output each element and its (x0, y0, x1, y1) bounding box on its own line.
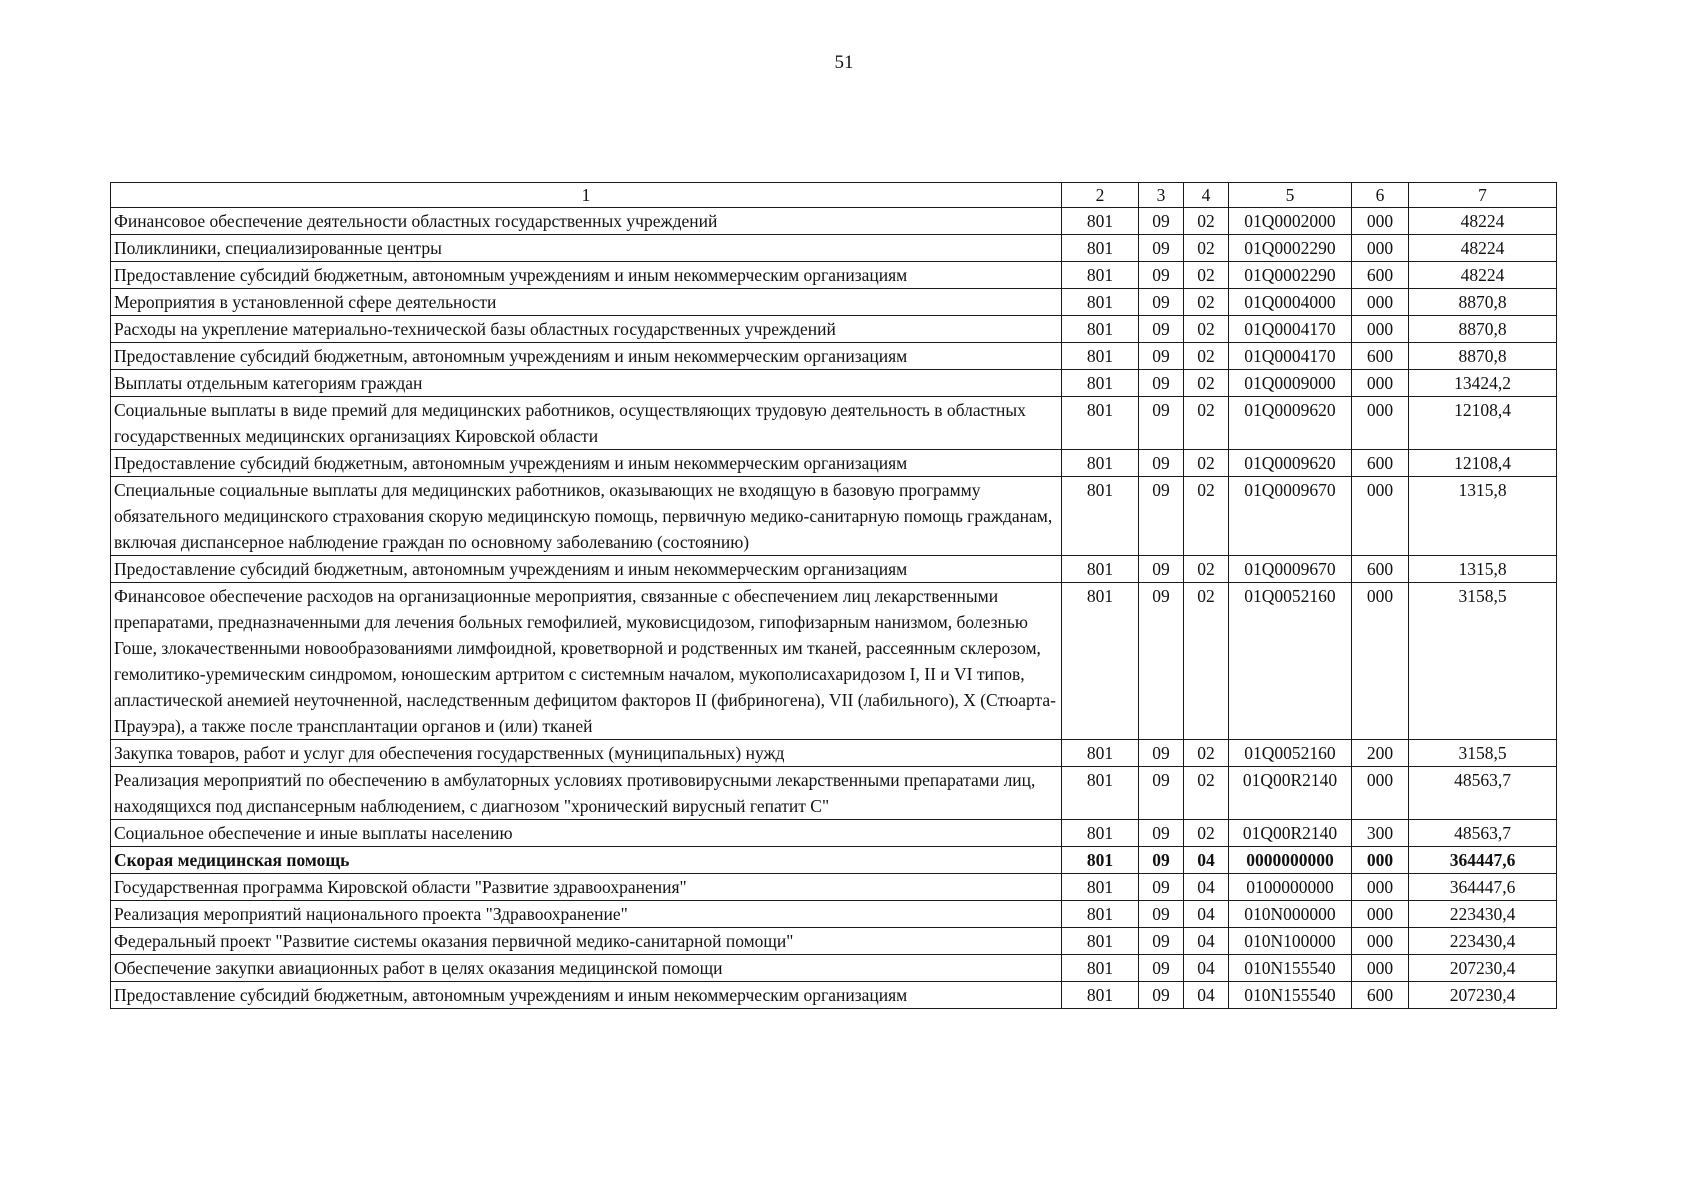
subsection-code: 04 (1184, 874, 1229, 901)
expense-type-code: 000 (1352, 767, 1409, 820)
amount: 223430,4 (1409, 928, 1557, 955)
amount: 48563,7 (1409, 767, 1557, 820)
target-article-code: 01Q0002290 (1229, 262, 1352, 289)
subsection-code: 04 (1184, 982, 1229, 1009)
table-row (111, 874, 1557, 901)
section-code: 09 (1139, 208, 1184, 235)
table-row (111, 556, 1557, 583)
amount: 223430,4 (1409, 901, 1557, 928)
section-code: 09 (1139, 556, 1184, 583)
table-row (111, 262, 1557, 289)
amount: 207230,4 (1409, 982, 1557, 1009)
subsection-code: 02 (1184, 235, 1229, 262)
expense-type-code: 000 (1352, 477, 1409, 556)
expense-type-code: 000 (1352, 316, 1409, 343)
table-row (111, 928, 1557, 955)
budget-table (110, 182, 1557, 1009)
target-article-code: 010N100000 (1229, 928, 1352, 955)
column-number-4: 4 (1184, 183, 1229, 208)
row-name: Социальное обеспечение и иные выплаты населению (111, 820, 1062, 847)
expense-type-code: 000 (1352, 208, 1409, 235)
row-name: Реализация мероприятий национального проекта "Здравоохранение" (111, 901, 1062, 928)
section-code: 09 (1139, 235, 1184, 262)
section-code: 09 (1139, 262, 1184, 289)
table-row (111, 583, 1557, 740)
column-number-1: 1 (111, 183, 1062, 208)
expense-type-code: 600 (1352, 450, 1409, 477)
target-article-code: 01Q0002290 (1229, 235, 1352, 262)
amount: 48224 (1409, 208, 1557, 235)
ministry-code: 801 (1062, 901, 1139, 928)
subsection-code: 04 (1184, 901, 1229, 928)
column-number-6: 6 (1352, 183, 1409, 208)
subsection-code: 02 (1184, 289, 1229, 316)
ministry-code: 801 (1062, 847, 1139, 874)
expense-type-code: 000 (1352, 928, 1409, 955)
row-name: Поликлиники, специализированные центры (111, 235, 1062, 262)
section-code: 09 (1139, 820, 1184, 847)
expense-type-code: 000 (1352, 901, 1409, 928)
section-code: 09 (1139, 955, 1184, 982)
target-article-code: 01Q0009670 (1229, 556, 1352, 583)
page-number: 51 (834, 52, 854, 73)
target-article-code: 01Q0009620 (1229, 450, 1352, 477)
section-code: 09 (1139, 740, 1184, 767)
target-article-code: 010N000000 (1229, 901, 1352, 928)
target-article-code: 01Q0009670 (1229, 477, 1352, 556)
column-number-5: 5 (1229, 183, 1352, 208)
amount: 8870,8 (1409, 343, 1557, 370)
subsection-code: 02 (1184, 820, 1229, 847)
table-row (111, 397, 1557, 450)
table-row (111, 208, 1557, 235)
target-article-code: 01Q0052160 (1229, 740, 1352, 767)
amount: 3158,5 (1409, 740, 1557, 767)
target-article-code: 010N155540 (1229, 955, 1352, 982)
ministry-code: 801 (1062, 235, 1139, 262)
subsection-code: 02 (1184, 262, 1229, 289)
row-name: Финансовое обеспечение деятельности областных государственных учреждений (111, 208, 1062, 235)
section-code: 09 (1139, 982, 1184, 1009)
subsection-code: 02 (1184, 477, 1229, 556)
subsection-code: 02 (1184, 316, 1229, 343)
section-code: 09 (1139, 343, 1184, 370)
expense-type-code: 000 (1352, 874, 1409, 901)
table-row (111, 343, 1557, 370)
row-name: Обеспечение закупки авиационных работ в целях оказания медицинской помощи (111, 955, 1062, 982)
expense-type-code: 000 (1352, 955, 1409, 982)
amount: 207230,4 (1409, 955, 1557, 982)
column-number-7: 7 (1409, 183, 1557, 208)
row-name: Финансовое обеспечение расходов на организационные мероприятия, связанные с обеспечением лиц лекарственными препаратами, предназначенными для лечения больных гемофилией, муковисцидозом, гипофизарным нанизмом, болезнью Гоше, злокачественными новообразованиями лимфоидной, кроветворной и родственных им тканей, рассеянным склерозом, гемолитико-уремическим синдромом, юношеским артритом с системным началом, мукополисахаридозом I, II и VI типов, апластической анемией неуточненной, наследственным дефицитом факторов II (фибриногена), VII (лабильного), X (Стюарта-Прауэра), а также после трансплантации органов и (или) тканей (111, 583, 1062, 740)
table-row (111, 955, 1557, 982)
row-name: Реализация мероприятий по обеспечению в амбулаторных условиях противовирусными лекарственными препаратами лиц, находящихся под диспансерным наблюдением, с диагнозом "хронический вирусный гепатит С" (111, 767, 1062, 820)
ministry-code: 801 (1062, 289, 1139, 316)
expense-type-code: 000 (1352, 235, 1409, 262)
row-name: Предоставление субсидий бюджетным, автономным учреждениям и иным некоммерческим организациям (111, 343, 1062, 370)
section-code: 09 (1139, 289, 1184, 316)
table-row (111, 767, 1557, 820)
subsection-code: 02 (1184, 556, 1229, 583)
subsection-code: 02 (1184, 370, 1229, 397)
row-name: Закупка товаров, работ и услуг для обеспечения государственных (муниципальных) нужд (111, 740, 1062, 767)
ministry-code: 801 (1062, 820, 1139, 847)
ministry-code: 801 (1062, 767, 1139, 820)
row-name: Мероприятия в установленной сфере деятельности (111, 289, 1062, 316)
ministry-code: 801 (1062, 450, 1139, 477)
section-code: 09 (1139, 874, 1184, 901)
target-article-code: 01Q00R2140 (1229, 767, 1352, 820)
amount: 8870,8 (1409, 316, 1557, 343)
amount: 1315,8 (1409, 556, 1557, 583)
amount: 12108,4 (1409, 450, 1557, 477)
ministry-code: 801 (1062, 982, 1139, 1009)
table-row (111, 820, 1557, 847)
subsection-code: 02 (1184, 450, 1229, 477)
column-number-2: 2 (1062, 183, 1139, 208)
subsection-code: 02 (1184, 583, 1229, 740)
ministry-code: 801 (1062, 370, 1139, 397)
target-article-code: 01Q0052160 (1229, 583, 1352, 740)
section-code: 09 (1139, 767, 1184, 820)
row-name: Предоставление субсидий бюджетным, автономным учреждениям и иным некоммерческим организациям (111, 556, 1062, 583)
expense-type-code: 600 (1352, 556, 1409, 583)
amount: 8870,8 (1409, 289, 1557, 316)
section-code: 09 (1139, 583, 1184, 740)
ministry-code: 801 (1062, 316, 1139, 343)
ministry-code: 801 (1062, 208, 1139, 235)
subsection-code: 04 (1184, 928, 1229, 955)
table-row (111, 982, 1557, 1009)
row-name: Предоставление субсидий бюджетным, автономным учреждениям и иным некоммерческим организациям (111, 262, 1062, 289)
subsection-code: 02 (1184, 397, 1229, 450)
ministry-code: 801 (1062, 955, 1139, 982)
section-code: 09 (1139, 397, 1184, 450)
table-row (111, 316, 1557, 343)
expense-type-code: 000 (1352, 370, 1409, 397)
target-article-code: 01Q00R2140 (1229, 820, 1352, 847)
row-name: Предоставление субсидий бюджетным, автономным учреждениям и иным некоммерческим организациям (111, 450, 1062, 477)
table-row (111, 901, 1557, 928)
column-number-3: 3 (1139, 183, 1184, 208)
target-article-code: 01Q0004170 (1229, 316, 1352, 343)
expense-type-code: 000 (1352, 847, 1409, 874)
subsection-code: 04 (1184, 847, 1229, 874)
target-article-code: 0100000000 (1229, 874, 1352, 901)
expense-type-code: 600 (1352, 343, 1409, 370)
subsection-code: 02 (1184, 208, 1229, 235)
row-name: Скорая медицинская помощь (111, 847, 1062, 874)
row-name: Специальные социальные выплаты для медицинских работников, оказывающих не входящую в базовую программу обязательного медицинского страхования скорую медицинскую помощь, первичную медико-санитарную помощь гражданам, включая диспансерное наблюдение граждан по основному заболеванию (состоянию) (111, 477, 1062, 556)
row-name: Федеральный проект "Развитие системы оказания первичной медико-санитарной помощи" (111, 928, 1062, 955)
row-name: Государственная программа Кировской области "Развитие здравоохранения" (111, 874, 1062, 901)
table-row (111, 740, 1557, 767)
table-row (111, 847, 1557, 874)
expense-type-code: 200 (1352, 740, 1409, 767)
row-name: Выплаты отдельным категориям граждан (111, 370, 1062, 397)
section-code: 09 (1139, 316, 1184, 343)
amount: 48224 (1409, 262, 1557, 289)
table-header-row (111, 183, 1557, 208)
target-article-code: 0000000000 (1229, 847, 1352, 874)
ministry-code: 801 (1062, 928, 1139, 955)
amount: 12108,4 (1409, 397, 1557, 450)
expense-type-code: 600 (1352, 262, 1409, 289)
ministry-code: 801 (1062, 343, 1139, 370)
expense-type-code: 600 (1352, 982, 1409, 1009)
amount: 48224 (1409, 235, 1557, 262)
expense-type-code: 300 (1352, 820, 1409, 847)
section-code: 09 (1139, 450, 1184, 477)
target-article-code: 01Q0004000 (1229, 289, 1352, 316)
section-code: 09 (1139, 847, 1184, 874)
section-code: 09 (1139, 928, 1184, 955)
ministry-code: 801 (1062, 740, 1139, 767)
row-name: Социальные выплаты в виде премий для медицинских работников, осуществляющих трудовую деятельность в областных государственных медицинских организациях Кировской области (111, 397, 1062, 450)
section-code: 09 (1139, 477, 1184, 556)
ministry-code: 801 (1062, 583, 1139, 740)
amount: 1315,8 (1409, 477, 1557, 556)
target-article-code: 01Q0009620 (1229, 397, 1352, 450)
table-row (111, 235, 1557, 262)
section-code: 09 (1139, 901, 1184, 928)
ministry-code: 801 (1062, 477, 1139, 556)
expense-type-code: 000 (1352, 583, 1409, 740)
table-row (111, 477, 1557, 556)
expense-type-code: 000 (1352, 397, 1409, 450)
subsection-code: 02 (1184, 343, 1229, 370)
ministry-code: 801 (1062, 262, 1139, 289)
table-row (111, 370, 1557, 397)
target-article-code: 010N155540 (1229, 982, 1352, 1009)
amount: 13424,2 (1409, 370, 1557, 397)
expense-type-code: 000 (1352, 289, 1409, 316)
row-name: Предоставление субсидий бюджетным, автономным учреждениям и иным некоммерческим организациям (111, 982, 1062, 1009)
amount: 3158,5 (1409, 583, 1557, 740)
subsection-code: 02 (1184, 740, 1229, 767)
target-article-code: 01Q0004170 (1229, 343, 1352, 370)
table-row (111, 289, 1557, 316)
ministry-code: 801 (1062, 874, 1139, 901)
section-code: 09 (1139, 370, 1184, 397)
ministry-code: 801 (1062, 556, 1139, 583)
table-row (111, 450, 1557, 477)
subsection-code: 04 (1184, 955, 1229, 982)
subsection-code: 02 (1184, 767, 1229, 820)
ministry-code: 801 (1062, 397, 1139, 450)
amount: 48563,7 (1409, 820, 1557, 847)
target-article-code: 01Q0002000 (1229, 208, 1352, 235)
row-name: Расходы на укрепление материально-технической базы областных государственных учреждений (111, 316, 1062, 343)
target-article-code: 01Q0009000 (1229, 370, 1352, 397)
amount: 364447,6 (1409, 847, 1557, 874)
amount: 364447,6 (1409, 874, 1557, 901)
